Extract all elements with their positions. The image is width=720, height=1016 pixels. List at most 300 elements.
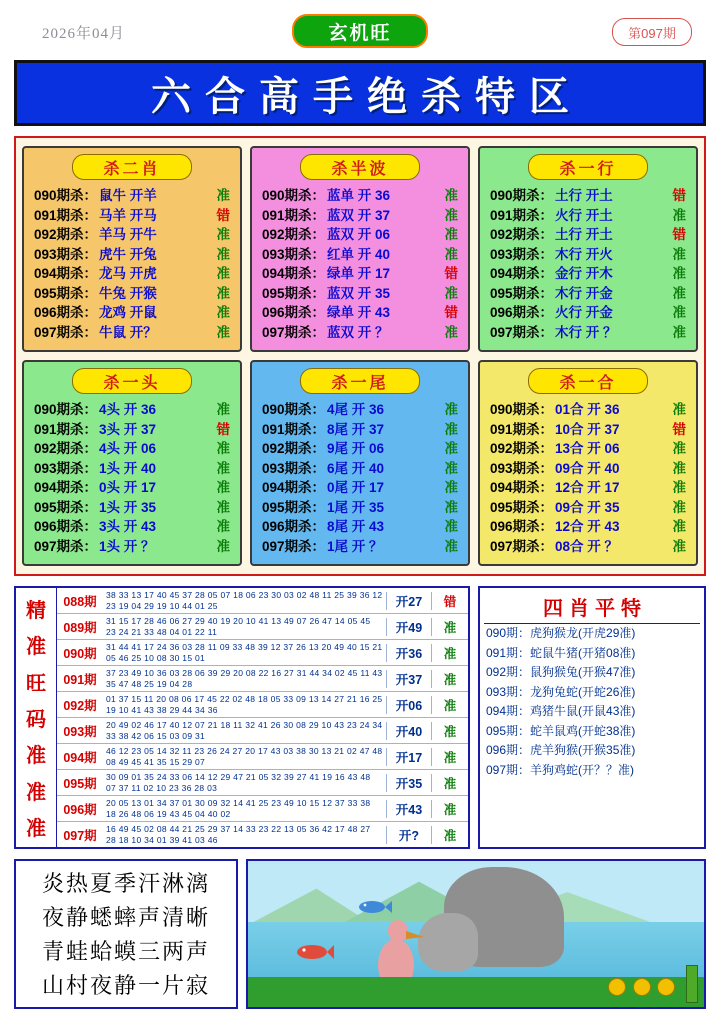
- row-result: 准: [672, 266, 686, 281]
- row-value: 牛兔 开猴: [99, 285, 157, 301]
- row-result: 准: [672, 480, 686, 495]
- row-label: 091期杀：: [262, 421, 326, 437]
- panel-row: [262, 439, 458, 459]
- row-value: 6尾 开 40: [327, 460, 385, 476]
- row-result: 准: [672, 460, 686, 476]
- row-result: 准: [216, 538, 230, 554]
- row-value: 08合 开 ？: [555, 538, 619, 554]
- row-issue: 088期: [63, 594, 97, 609]
- row-issue: 095期: [63, 776, 97, 791]
- row-value: 9尾 开 06: [327, 441, 385, 456]
- row-value: 木行 开金: [555, 285, 613, 301]
- panel-3: [478, 146, 698, 352]
- panel-row: [34, 186, 230, 206]
- row-label: 095期杀：: [490, 499, 554, 515]
- row-result: 错: [431, 592, 468, 610]
- list-item: 093期：龙狗兔蛇(开蛇26准): [486, 684, 636, 699]
- row-label: 090期杀：: [262, 188, 326, 203]
- panel-row: [34, 420, 230, 440]
- row-label: 092期杀：: [262, 441, 326, 456]
- panel-rows: [28, 186, 236, 342]
- issue-badge: 第097期: [612, 18, 692, 46]
- panel-title: 杀一尾: [300, 368, 420, 394]
- row-result: 准: [444, 188, 458, 203]
- row-value: 1头 开 40: [99, 460, 157, 476]
- row-result: 准: [444, 227, 458, 242]
- numbers-table: [57, 588, 468, 847]
- row-result: 准: [431, 670, 468, 688]
- row-label: 092期杀：: [490, 227, 554, 242]
- row-result: 准: [672, 207, 686, 223]
- row-open: 开36: [386, 644, 431, 662]
- poem-line: 夜静蟋蟀声清晰: [41, 905, 210, 930]
- row-label: 092期杀：: [490, 441, 554, 456]
- row-numbers: 31 44 41 17 24 36 03 28 11 09 33 48 39 12 37 26 13 20 49 40 15 21 05 46 25 10 08 30 15 01: [106, 641, 383, 663]
- vertical-title-char: 准: [26, 636, 46, 659]
- row-result: 准: [444, 519, 458, 534]
- row-result: 准: [216, 519, 230, 534]
- illustration: [246, 859, 706, 1009]
- row-numbers: 31 15 17 28 46 06 27 29 40 19 20 10 41 13 49 07 26 47 14 05 45 23 24 21 33 48 04 01 22 11: [106, 615, 371, 637]
- row-open: 开43: [386, 800, 431, 818]
- row-numbers: 30 09 01 35 24 33 06 14 12 29 47 21 05 32 39 27 41 19 16 43 48 07 37 11 02 10 23 36 28 03: [106, 771, 371, 793]
- four-zodiac-list: [484, 624, 700, 780]
- poem-line: 炎热夏季汗淋漓: [41, 871, 210, 896]
- panel-row: [262, 478, 458, 498]
- row-numbers: 46 12 23 05 14 32 11 23 26 24 27 20 17 43 03 38 30 13 21 02 47 48 08 49 45 41 35 15 29 07: [106, 745, 383, 767]
- row-label: 094期杀：: [490, 480, 554, 495]
- row-value: 马羊 开马: [99, 207, 157, 223]
- row-value: 4头 开 36: [99, 402, 157, 417]
- row-result: 准: [444, 324, 458, 340]
- panel-row: [490, 498, 686, 518]
- row-numbers: 38 33 13 17 40 45 37 28 05 07 18 06 23 30 03 02 48 11 25 39 36 12 23 19 04 29 19 10 44 01 25: [106, 589, 383, 611]
- row-value: 12合 开 43: [555, 519, 620, 534]
- row-label: 091期杀：: [34, 207, 98, 223]
- row-label: 093期杀：: [34, 460, 98, 476]
- panels-grid: [22, 146, 698, 566]
- row-value: 8尾 开 37: [327, 421, 385, 437]
- panel-row: [34, 400, 230, 420]
- row-issue: 092期: [63, 698, 97, 713]
- row-result: 准: [444, 421, 458, 437]
- panel-title: 杀二肖: [72, 154, 192, 180]
- row-label: 092期杀：: [262, 227, 326, 242]
- panel-row: [34, 264, 230, 284]
- row-result: 准: [431, 774, 468, 792]
- row-result: 错: [216, 421, 230, 437]
- panel-row: [262, 225, 458, 245]
- row-result: 错: [672, 188, 686, 203]
- table-row: [57, 588, 468, 614]
- row-numbers: 37 23 49 10 36 03 28 06 39 29 20 08 22 16 27 31 44 34 02 45 11 43 35 47 48 25 19 04 28: [106, 667, 383, 689]
- panel-5: [250, 360, 470, 566]
- row-value: 3头 开 43: [99, 519, 157, 534]
- panel-row: [490, 459, 686, 479]
- poem-line: 山村夜静一片寂: [41, 973, 210, 998]
- row-result: 准: [216, 227, 230, 242]
- row-issue: 093期: [63, 724, 97, 739]
- row-value: 4头 开 06: [99, 441, 157, 456]
- row-result: 准: [431, 722, 468, 740]
- row-value: 蓝双 开 06: [327, 227, 391, 242]
- row-label: 096期杀：: [34, 305, 98, 320]
- row-result: 准: [431, 618, 468, 636]
- panel-row: [34, 323, 230, 343]
- row-label: 092期杀：: [34, 227, 98, 242]
- vertical-title-char: 准: [26, 745, 46, 768]
- fish-icon: [356, 897, 392, 917]
- row-open: 开?: [386, 826, 431, 844]
- row-value: 09合 开 35: [555, 499, 620, 515]
- row-value: 蓝双 开 35: [327, 285, 391, 301]
- panel-row: [34, 478, 230, 498]
- row-label: 096期杀：: [490, 519, 554, 534]
- row-result: 准: [216, 402, 230, 417]
- row-value: 木行 开 ？: [555, 324, 617, 340]
- panel-row: [490, 400, 686, 420]
- row-label: 091期杀：: [490, 207, 554, 223]
- panel-title: 杀一合: [528, 368, 648, 394]
- vertical-title-char: 准: [26, 781, 46, 804]
- row-result: 准: [672, 402, 686, 417]
- row-result: 准: [444, 246, 458, 262]
- row-label: 097期杀：: [490, 324, 554, 340]
- panel-2: [250, 146, 470, 352]
- page-header: [10, 8, 710, 60]
- panel-row: [262, 303, 458, 323]
- row-result: 准: [431, 748, 468, 766]
- table-row: [57, 718, 468, 744]
- panel-row: [262, 264, 458, 284]
- row-result: 准: [672, 324, 686, 340]
- row-open: 开17: [386, 748, 431, 766]
- coin-icon: [633, 978, 651, 996]
- row-result: 准: [672, 305, 686, 320]
- row-result: 准: [216, 246, 230, 262]
- row-label: 090期杀：: [490, 188, 554, 203]
- row-value: 8尾 开 43: [327, 519, 385, 534]
- row-label: 094期杀：: [490, 266, 554, 281]
- list-item: 096期：虎羊狗猴(开猴35准): [486, 743, 636, 757]
- row-label: 095期杀：: [490, 285, 554, 301]
- panel-title: 杀一头: [72, 368, 192, 394]
- row-result: 准: [216, 499, 230, 515]
- row-numbers: 01 37 15 11 20 08 06 17 45 22 02 48 18 05 33 09 13 14 27 21 16 25 19 10 41 43 38 29 44 34 36: [106, 693, 383, 715]
- table-row: [57, 796, 468, 822]
- row-value: 牛鼠 开？: [99, 324, 157, 340]
- row-value: 1尾 开 ？: [327, 538, 383, 554]
- row-open: 开37: [386, 670, 431, 688]
- vertical-title-char: 旺: [26, 672, 46, 695]
- row-issue: 089期: [63, 620, 97, 635]
- panel-row: [262, 245, 458, 265]
- list-item: 095期：蛇羊鼠鸡(开蛇38准): [486, 723, 636, 738]
- fish-icon: [294, 941, 334, 963]
- row-label: 096期杀：: [34, 519, 98, 534]
- row-result: 准: [216, 305, 230, 320]
- row-result: 准: [216, 188, 230, 203]
- row-value: 龙鸡 开鼠: [99, 305, 157, 320]
- row-value: 1头 开 35: [99, 499, 157, 515]
- row-result: 准: [672, 499, 686, 515]
- row-result: 准: [216, 324, 230, 340]
- row-value: 蓝双 开 37: [327, 207, 391, 223]
- table-row: [57, 744, 468, 770]
- poem-line: 青蛙蛤蟆三两声: [41, 939, 210, 964]
- panel-title: 杀一行: [528, 154, 648, 180]
- row-value: 羊马 开牛: [99, 227, 157, 242]
- row-result: 准: [444, 441, 458, 456]
- row-result: 准: [444, 538, 458, 554]
- row-value: 1头 开 ？: [99, 538, 155, 554]
- list-item: 092期：鼠狗猴兔(开猴47准): [486, 665, 636, 679]
- row-numbers: 16 49 45 02 08 44 21 25 29 37 14 33 23 22 13 05 36 42 17 48 27 28 18 10 34 01 39 41 03 46: [106, 823, 371, 845]
- panel-rows: [256, 186, 464, 342]
- panel-row: [262, 400, 458, 420]
- row-label: 097期杀：: [34, 538, 98, 554]
- panel-row: [34, 303, 230, 323]
- row-issue: 094期: [63, 750, 97, 765]
- panel-row: [490, 264, 686, 284]
- panel-row: [262, 186, 458, 206]
- panel-6: [478, 360, 698, 566]
- row-value: 土行 开土: [555, 227, 613, 242]
- panel-row: [34, 439, 230, 459]
- row-value: 09合 开 40: [555, 460, 620, 476]
- panel-row: [490, 420, 686, 440]
- panel-row: [262, 459, 458, 479]
- row-value: 土行 开土: [555, 188, 613, 203]
- row-value: 金行 开木: [555, 266, 613, 281]
- row-result: 准: [431, 696, 468, 714]
- row-open: 开35: [386, 774, 431, 792]
- panel-row: [490, 303, 686, 323]
- row-label: 097期杀：: [262, 324, 326, 340]
- site-logo: 玄机旺: [292, 14, 428, 48]
- row-open: 开06: [386, 696, 431, 714]
- row-result: 准: [672, 246, 686, 262]
- table-row: [57, 666, 468, 692]
- row-label: 090期杀：: [490, 402, 554, 417]
- row-label: 094期杀：: [34, 480, 98, 495]
- publish-date: 2026年04月: [42, 26, 126, 42]
- row-label: 093期杀：: [490, 246, 554, 262]
- row-label: 096期杀：: [490, 305, 554, 320]
- panel-row: [34, 284, 230, 304]
- panel-row: [34, 537, 230, 557]
- panel-1: [22, 146, 242, 352]
- row-result: 错: [444, 305, 458, 320]
- row-result: 准: [216, 441, 230, 456]
- row-result: 准: [672, 519, 686, 534]
- row-issue: 090期: [63, 646, 97, 661]
- row-result: 准: [444, 207, 458, 223]
- numbers-table-box: [14, 586, 470, 849]
- row-result: 错: [444, 266, 458, 281]
- panel-rows: [484, 186, 692, 342]
- row-value: 红单 开 40: [327, 246, 391, 262]
- row-label: 095期杀：: [262, 285, 326, 301]
- panel-row: [262, 420, 458, 440]
- panel-row: [262, 323, 458, 343]
- row-value: 蓝单 开 36: [327, 188, 391, 203]
- row-numbers: 20 49 02 46 17 40 12 07 21 18 11 32 41 26 30 08 29 10 43 23 24 34 33 38 42 06 15 03 09 31: [106, 719, 383, 741]
- row-value: 1尾 开 35: [327, 499, 385, 515]
- row-value: 龙马 开虎: [99, 266, 157, 281]
- row-value: 绿单 开 17: [327, 266, 391, 281]
- row-value: 木行 开火: [555, 246, 613, 262]
- four-zodiac-box: [478, 586, 706, 849]
- row-value: 蓝双 开 ？: [327, 324, 389, 340]
- coin-icon: [608, 978, 626, 996]
- row-value: 火行 开金: [555, 305, 613, 320]
- row-value: 01合 开 36: [555, 402, 620, 417]
- row-result: 错: [216, 207, 230, 223]
- row-label: 096期杀：: [262, 519, 326, 534]
- row-label: 093期杀：: [34, 246, 98, 262]
- bottom-section: [14, 859, 706, 1009]
- row-result: 准: [216, 460, 230, 476]
- panel-row: [262, 206, 458, 226]
- panel-rows: [484, 400, 692, 556]
- row-result: 准: [431, 800, 468, 818]
- row-issue: 091期: [63, 672, 97, 687]
- row-label: 091期杀：: [34, 421, 98, 437]
- panel-row: [262, 517, 458, 537]
- panel-rows: [256, 400, 464, 556]
- row-label: 091期杀：: [262, 207, 326, 223]
- panel-row: [34, 459, 230, 479]
- row-value: 火行 开土: [555, 207, 613, 223]
- row-result: 准: [672, 441, 686, 456]
- main-banner: [14, 60, 706, 126]
- row-label: 094期杀：: [262, 480, 326, 495]
- panel-row: [262, 284, 458, 304]
- row-result: 准: [216, 266, 230, 281]
- row-numbers: 20 05 13 01 34 37 01 30 09 32 14 41 25 23 49 10 15 12 37 33 38 18 26 48 06 19 43 45 04 40 02: [106, 797, 371, 819]
- panel-row: [34, 517, 230, 537]
- row-label: 097期杀：: [262, 538, 326, 554]
- panel-row: [490, 206, 686, 226]
- row-result: 准: [444, 460, 458, 476]
- table-row: [57, 640, 468, 666]
- list-item: 094期：鸡猪牛鼠(开鼠43准): [486, 704, 636, 718]
- list-item: 091期：蛇鼠牛猪(开猪08准): [486, 645, 636, 660]
- panels-container: [14, 136, 706, 576]
- row-label: 090期杀：: [34, 188, 98, 203]
- row-value: 4尾 开 36: [327, 402, 385, 417]
- poem-box: [14, 859, 238, 1009]
- row-open: 开27: [386, 592, 431, 610]
- row-value: 虎牛 开兔: [99, 246, 157, 262]
- coins-group: [607, 978, 676, 1001]
- row-label: 092期杀：: [34, 441, 98, 456]
- row-result: 准: [672, 538, 686, 554]
- panel-4: [22, 360, 242, 566]
- rock-small: [418, 913, 478, 971]
- panel-row: [490, 245, 686, 265]
- row-value: 绿单 开 43: [327, 305, 391, 320]
- lower-section: [14, 586, 706, 849]
- table-row: [57, 770, 468, 796]
- list-item: 097期：羊狗鸡蛇(开？？准): [486, 762, 635, 777]
- row-value: 10合 开 37: [555, 421, 620, 437]
- row-label: 090期杀：: [34, 402, 98, 417]
- vertical-title-char: 准: [26, 818, 46, 841]
- row-label: 094期杀：: [34, 266, 98, 281]
- row-label: 090期杀：: [262, 402, 326, 417]
- row-value: 3头 开 37: [99, 421, 157, 437]
- table-row: [57, 822, 468, 847]
- row-open: 开49: [386, 618, 431, 636]
- vertical-title-char: 精: [26, 599, 46, 622]
- row-value: 0头 开 17: [99, 480, 157, 495]
- row-label: 095期杀：: [34, 499, 98, 515]
- row-result: 准: [216, 285, 230, 301]
- row-result: 准: [431, 644, 468, 662]
- row-label: 096期杀：: [262, 305, 326, 320]
- panel-row: [490, 284, 686, 304]
- row-label: 097期杀：: [34, 324, 98, 340]
- row-label: 091期杀：: [490, 421, 554, 437]
- row-label: 095期杀：: [262, 499, 326, 515]
- row-label: 095期杀：: [34, 285, 98, 301]
- row-label: 093期杀：: [262, 246, 326, 262]
- panel-rows: [28, 400, 236, 556]
- table-row: [57, 692, 468, 718]
- panel-row: [34, 206, 230, 226]
- row-label: 094期杀：: [262, 266, 326, 281]
- panel-row: [490, 186, 686, 206]
- vertical-title: [16, 588, 57, 847]
- four-zodiac-title: 四肖平特: [484, 590, 700, 624]
- panel-row: [490, 517, 686, 537]
- list-item: 090期：虎狗猴龙(开虎29准): [486, 626, 636, 640]
- panel-row: [490, 439, 686, 459]
- panel-row: [490, 478, 686, 498]
- page-root: [0, 8, 720, 1016]
- row-value: 鼠牛 开羊: [99, 188, 157, 203]
- row-result: 准: [216, 480, 230, 495]
- row-result: 准: [431, 826, 468, 844]
- vertical-title-char: 码: [26, 708, 46, 731]
- panel-row: [34, 498, 230, 518]
- panel-row: [34, 245, 230, 265]
- panel-row: [490, 323, 686, 343]
- panel-row: [262, 498, 458, 518]
- panel-row: [490, 225, 686, 245]
- panel-row: [34, 225, 230, 245]
- table-row: [57, 614, 468, 640]
- row-label: 097期杀：: [490, 538, 554, 554]
- bamboo-icon: [686, 965, 698, 1003]
- row-value: 13合 开 06: [555, 441, 620, 456]
- row-issue: 097期: [63, 828, 97, 843]
- row-result: 准: [444, 480, 458, 495]
- row-result: 准: [444, 499, 458, 515]
- row-value: 12合 开 17: [555, 480, 620, 495]
- panel-row: [262, 537, 458, 557]
- row-open: 开40: [386, 722, 431, 740]
- row-result: 准: [672, 285, 686, 301]
- banner-title: 六合高手绝杀特区: [151, 74, 583, 119]
- panel-row: [490, 537, 686, 557]
- row-label: 093期杀：: [490, 460, 554, 476]
- row-issue: 096期: [63, 802, 97, 817]
- row-result: 准: [444, 285, 458, 301]
- row-value: 0尾 开 17: [327, 480, 385, 495]
